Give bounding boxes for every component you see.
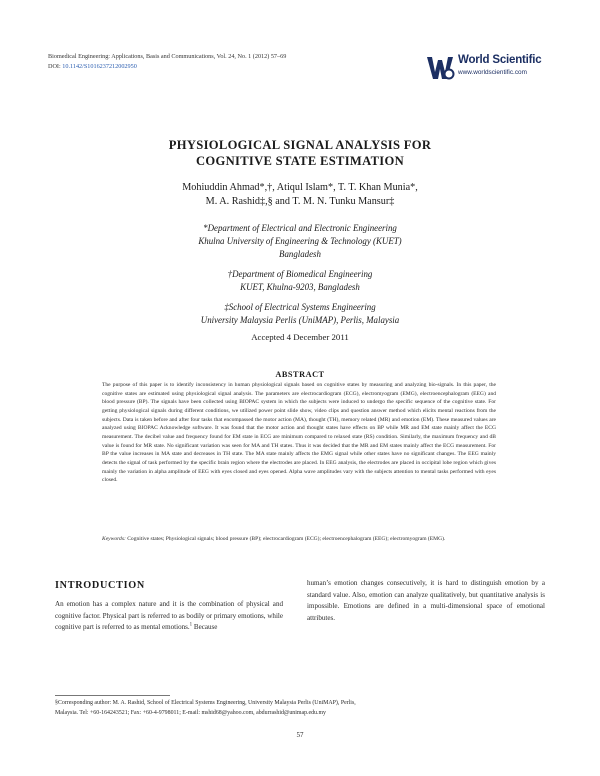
affiliation-2 <box>90 268 510 294</box>
keywords-label: Keywords: <box>102 536 126 542</box>
footnote-line-2: Malaysia. Tel: +60-164243521; Fax: +60-4-9798011; E-mail: mshid68@yahoo.com, abdurrashid@unimap.edu.my <box>55 709 326 716</box>
author-list <box>60 181 540 209</box>
affiliation-2-line-1: †Department of Biomedical Engineering <box>227 269 373 279</box>
title-line-1: PHYSIOLOGICAL SIGNAL ANALYSIS FOR <box>168 138 432 152</box>
journal-header <box>48 52 408 72</box>
affiliation-1 <box>90 222 510 261</box>
affiliation-3-line-2: University Malaysia Perlis (UniMAP), Perlis, Malaysia <box>200 315 400 325</box>
footnote-rule <box>55 695 170 696</box>
affiliations <box>90 222 510 334</box>
abstract-text: The purpose of this paper is to identify inconsistency in human physiological signals based on cognitive states by measuring and analyzing bio-signals. In this paper, the cognitive states are estimated using physiological signal analysis. The parameters are electrocardiogram (ECG), electromyogram (EMG), electroencephalogram (EEG) and blood pressure (BP). The signals have been collected using BIOPAC system in which the subjects were induced to undergo the specific sequence of the cognitive state. For getting physiological signals during different conditions, we utilized power point slide show, video clips and question answer method which elicits mental reactions from the subjects. Data is taken before and after four tasks that encompassed the motor action (MA), thought (TH), memory related (MR) and emotion (EM). These measured values are analyzed using BIOPAC Acknowledge software. It was found that the motor action and thought states have effects on BP while MR and EM state mainly affect the ECG measurement. The decibel value and frequency found for EM state in ECG are minimum compared to relaxed state (RS) condition. Similarly, the maximum frequency and dB value is found for MR state. No significant variation was seen for MA and TH states. Thus it was decided that the MR and EM states mainly affect the ECG measurement. For BP the value increases in MA state and decreases in TH state. The MA state mainly affects the EMG signal while other states have no significant changes. The EEG mainly detects the signal of task performed by the specific brain region where the electrodes are placed. In EEG analysis, the electrodes are placed in occipital lobe region which gives mainly the variation in alpha amplitude of EEG with eyes closed and eyes opened. Alpha wave amplitudes vary with the subjects attention to mental tasks performed with eyes closed. <box>102 382 496 484</box>
world-scientific-logo-icon <box>425 52 455 82</box>
intro-text-part-2: Because <box>192 623 218 632</box>
affiliation-1-line-1: *Department of Electrical and Electronic Engineering <box>203 223 397 233</box>
journal-citation: Biomedical Engineering: Applications, Basis and Communications, Vol. 24, No. 1 (2012) 57–69 <box>48 53 287 60</box>
publisher-url: www.worldscientific.com <box>458 69 527 76</box>
intro-text-part-1: An emotion has a complex nature and it is the combination of physical and cognitive factor. Physical part is referred to as bodily or primary emotions, while cognitive part is referred to as mental emotions. <box>55 600 283 632</box>
keywords <box>102 535 496 544</box>
publisher-name: World Scientific <box>458 54 542 66</box>
authors-line-1: Mohiuddin Ahmad*,†, Atiqul Islam*, T. T. Khan Munia*, <box>182 182 418 193</box>
doi-line <box>48 62 408 72</box>
corresponding-author-footnote <box>55 699 545 718</box>
affiliation-3-line-1: ‡School of Electrical Systems Engineering <box>224 302 376 312</box>
keywords-text: Cognitive states; Physiological signals; blood pressure (BP); electrocardiogram (ECG); electroencephalogram (EEG); electromyogram (EMG). <box>127 536 446 542</box>
affiliation-1-line-2: Khulna University of Engineering & Technology (KUET) <box>198 236 402 246</box>
abstract-heading: ABSTRACT <box>275 370 325 379</box>
accepted-date: Accepted 4 December 2011 <box>251 332 349 342</box>
doi-link[interactable]: 10.1142/S1016237212002950 <box>62 63 137 70</box>
page-number: 57 <box>296 731 304 739</box>
affiliation-3 <box>90 301 510 327</box>
paper-title <box>60 137 540 169</box>
authors-line-2: M. A. Rashid‡,§ and T. M. N. Tunku Mansur‡ <box>205 196 395 207</box>
publisher-logo <box>425 52 555 82</box>
introduction-heading: INTRODUCTION <box>55 580 145 591</box>
footnote-line-1: §Corresponding author: M. A. Rashid, School of Electrical Systems Engineering, University Malaysia Perlis (UniMAP), Perlis, <box>55 700 356 706</box>
affiliation-1-line-3: Bangladesh <box>279 249 321 259</box>
doi-label: DOI: <box>48 63 61 70</box>
reference-marker[interactable]: 1 <box>189 623 193 629</box>
introduction-right-column: human’s emotion changes consecutively, it is hard to distinguish emotion by a standard value. Also, emotion can analyze qualitatively, but quantitative analysis is impossible. Emotions are defined in a multi-dimensional space of emotional attributes. <box>307 579 545 623</box>
title-line-2: COGNITIVE STATE ESTIMATION <box>196 154 404 168</box>
affiliation-2-line-2: KUET, Khulna-9203, Bangladesh <box>240 282 360 292</box>
introduction-left-column <box>55 599 283 634</box>
